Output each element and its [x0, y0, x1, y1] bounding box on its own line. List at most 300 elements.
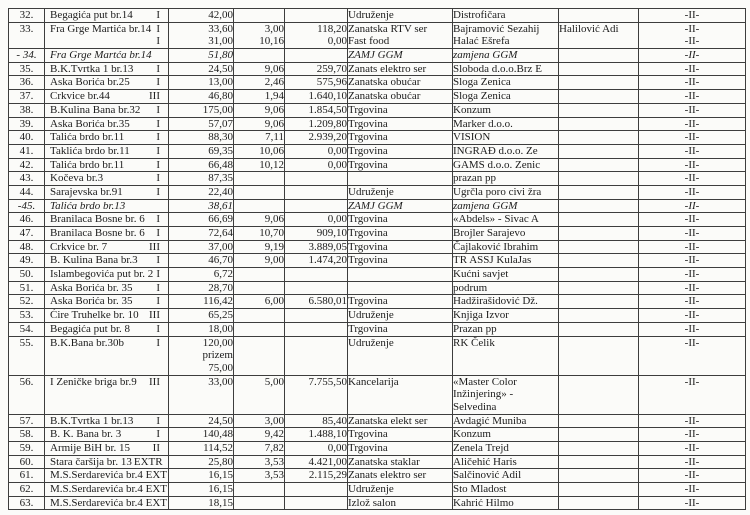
cell-line: Konzum — [453, 428, 491, 441]
address-text: Talića brdo br.11 — [50, 131, 125, 144]
cell-second-name — [559, 9, 639, 23]
cell-area — [169, 131, 234, 145]
cell-activity-type — [348, 144, 453, 158]
cell-line — [285, 337, 347, 350]
address-line — [45, 415, 168, 428]
zone-label: I — [156, 9, 160, 21]
address-line — [45, 268, 168, 281]
zone-label: III — [149, 240, 160, 253]
cell-line — [559, 104, 638, 117]
cell-address — [45, 336, 169, 375]
cell-tenant-name — [453, 90, 559, 104]
zone-label: I — [156, 76, 160, 89]
cell-amount — [285, 254, 348, 268]
cell-line: 37,00 — [208, 240, 233, 253]
cell-rate — [234, 9, 285, 23]
cell-amount — [285, 281, 348, 295]
cell-entry-number — [9, 131, 45, 145]
cell-address — [45, 103, 169, 117]
zone-label: I — [156, 428, 160, 441]
cell-second-name — [559, 428, 639, 442]
cell-tenant-name — [453, 309, 559, 323]
cell-line — [559, 456, 638, 469]
address-text: B.K.Bana br.30b — [50, 336, 124, 349]
cell-ditto-note — [639, 428, 746, 442]
cell-activity-type — [348, 117, 453, 131]
cell-rate — [234, 199, 285, 213]
address-line — [45, 213, 168, 226]
cell-line — [559, 254, 638, 267]
cell-address — [45, 414, 169, 428]
cell-area — [169, 144, 234, 158]
cell-line: 88,30 — [208, 131, 233, 144]
address-text — [50, 35, 53, 48]
address-text: Aska Borića br. 35 — [50, 295, 133, 308]
cell-line: 575,96 — [316, 76, 347, 89]
table-row — [9, 483, 746, 497]
cell-entry-number — [9, 199, 45, 213]
cell-amount — [285, 322, 348, 336]
cell-second-name — [559, 309, 639, 323]
cell-line: Trgovina — [348, 295, 388, 308]
cell-line — [453, 362, 558, 375]
cell-area — [169, 322, 234, 336]
cell-line: 4.421,00 — [308, 455, 347, 468]
cell-ditto-note — [639, 9, 746, 23]
cell-amount — [285, 309, 348, 323]
cell-second-name — [559, 213, 639, 227]
cell-area — [169, 90, 234, 104]
cell-line — [234, 186, 284, 199]
cell-line: 9,19 — [264, 240, 284, 253]
cell-line: 51. — [19, 281, 34, 294]
cell-line — [234, 337, 284, 350]
cell-line: -II- — [684, 336, 700, 349]
address-line — [45, 282, 168, 295]
zone-label — [155, 349, 160, 362]
cell-address — [45, 49, 169, 63]
cell-line: Distrofičara — [453, 9, 506, 21]
cell-line: 46,80 — [208, 90, 233, 103]
cell-line: 7.755,50 — [308, 375, 347, 388]
cell-line: 65,25 — [208, 309, 233, 322]
cell-line: 5,00 — [264, 375, 284, 388]
cell-activity-type — [348, 268, 453, 282]
address-line — [45, 337, 168, 350]
cell-line: Zanatska obućar — [348, 90, 421, 103]
address-line — [45, 254, 168, 267]
cell-amount — [285, 414, 348, 428]
cell-line: 52. — [19, 295, 34, 308]
cell-amount — [285, 483, 348, 497]
cell-amount — [285, 117, 348, 131]
assessment-table — [8, 8, 746, 510]
cell-line: Kancelarija — [348, 375, 399, 388]
cell-line: Čajlaković Ibrahim — [453, 240, 539, 253]
cell-address — [45, 309, 169, 323]
table-row — [9, 442, 746, 456]
address-line — [45, 376, 168, 389]
cell-line — [559, 186, 638, 199]
cell-line — [559, 349, 638, 362]
cell-line — [234, 497, 284, 510]
cell-second-name — [559, 172, 639, 186]
cell-line: Zanats elektro ser — [348, 62, 427, 75]
cell-amount — [285, 172, 348, 186]
cell-line: 9,06 — [264, 62, 284, 75]
address-line — [45, 388, 168, 401]
cell-line — [559, 35, 638, 48]
table-row — [9, 131, 746, 145]
cell-line: INGRAĐ d.o.o. Ze — [453, 144, 538, 157]
cell-line: Trgovina — [348, 322, 388, 335]
cell-line: 40. — [19, 131, 34, 144]
cell-address — [45, 281, 169, 295]
cell-tenant-name — [453, 49, 559, 63]
cell-line: -II- — [684, 295, 700, 308]
cell-rate — [234, 131, 285, 145]
cell-area — [169, 295, 234, 309]
cell-activity-type — [348, 240, 453, 254]
cell-line: Ugrčla poro civi žra — [453, 185, 542, 198]
cell-line — [559, 268, 638, 281]
cell-address — [45, 442, 169, 456]
address-line — [45, 309, 168, 322]
cell-tenant-name — [453, 254, 559, 268]
cell-line — [285, 282, 347, 295]
zone-label: II — [152, 442, 160, 454]
cell-line: 1.209,80 — [308, 117, 347, 130]
cell-rate — [234, 428, 285, 442]
cell-line: Trgovina — [348, 117, 388, 130]
cell-line: Halilović Adi — [559, 22, 619, 35]
cell-line: 63. — [19, 496, 34, 509]
address-text: B. Kulina Bana br.3 — [50, 254, 138, 267]
address-text: B. K. Bana br. 3 — [50, 428, 122, 441]
cell-rate — [234, 281, 285, 295]
cell-line — [234, 268, 284, 281]
cell-line — [559, 295, 638, 308]
address-line — [45, 104, 168, 117]
cell-line — [234, 388, 284, 401]
table-row — [9, 199, 746, 213]
cell-line: -II- — [684, 414, 700, 427]
cell-tenant-name — [453, 9, 559, 23]
cell-area — [169, 199, 234, 213]
cell-line: 56. — [19, 375, 34, 388]
cell-rate — [234, 254, 285, 268]
cell-line: 3,00 — [264, 22, 284, 35]
cell-line: Aličehić Haris — [453, 455, 517, 468]
cell-amount — [285, 9, 348, 23]
cell-line — [348, 282, 452, 295]
address-text: M.S.Serdarevića br.4 EXT — [50, 469, 167, 482]
cell-line — [559, 200, 638, 213]
cell-line — [639, 401, 745, 414]
address-text: Stara čaršija br. 13 — [50, 455, 132, 468]
cell-line: 69,35 — [208, 144, 233, 157]
address-line — [45, 362, 168, 375]
cell-line: 1,94 — [264, 90, 284, 103]
cell-line: 57. — [19, 414, 34, 427]
cell-second-name — [559, 199, 639, 213]
cell-ditto-note — [639, 281, 746, 295]
zone-label: I — [156, 62, 160, 75]
cell-amount — [285, 90, 348, 104]
cell-address — [45, 185, 169, 199]
address-text: Fra Grge Martća br.14 — [50, 49, 152, 62]
table-row — [9, 62, 746, 76]
cell-tenant-name — [453, 172, 559, 186]
cell-line: Trgovina — [348, 254, 388, 267]
table-row — [9, 428, 746, 442]
cell-address — [45, 455, 169, 469]
cell-line: 6,72 — [213, 268, 233, 281]
cell-second-name — [559, 322, 639, 336]
cell-second-name — [559, 295, 639, 309]
cell-second-name — [559, 254, 639, 268]
cell-line: -II- — [684, 213, 700, 226]
table-row — [9, 254, 746, 268]
address-text: Armije BiH br. 15 — [50, 442, 131, 454]
cell-address — [45, 240, 169, 254]
cell-line: Halać Ešrefa — [453, 35, 510, 48]
cell-second-name — [559, 185, 639, 199]
cell-entry-number — [9, 103, 45, 117]
cell-address — [45, 227, 169, 241]
cell-address — [45, 375, 169, 414]
cell-area — [169, 469, 234, 483]
cell-entry-number — [9, 22, 45, 48]
cell-line: 3,53 — [264, 455, 284, 468]
cell-tenant-name — [453, 103, 559, 117]
zone-label: III — [149, 309, 160, 322]
cell-line — [559, 145, 638, 158]
cell-line: 66,69 — [208, 213, 233, 226]
cell-tenant-name — [453, 268, 559, 282]
cell-line: 51,80 — [208, 49, 233, 62]
cell-activity-type — [348, 483, 453, 497]
cell-area — [169, 483, 234, 497]
cell-line — [169, 388, 233, 401]
cell-ditto-note — [639, 144, 746, 158]
cell-entry-number — [9, 62, 45, 76]
cell-line: Trgovina — [348, 158, 388, 171]
cell-line — [639, 349, 745, 362]
cell-line — [559, 49, 638, 62]
cell-line: GAMS d.o.o. Zenic — [453, 158, 541, 171]
table-row — [9, 322, 746, 336]
cell-line — [559, 401, 638, 414]
address-line — [45, 49, 168, 62]
cell-second-name — [559, 49, 639, 63]
table-row — [9, 158, 746, 172]
cell-line: 44. — [19, 185, 34, 198]
cell-ditto-note — [639, 496, 746, 510]
cell-rate — [234, 144, 285, 158]
cell-amount — [285, 144, 348, 158]
cell-line: -II- — [684, 455, 700, 468]
cell-area — [169, 227, 234, 241]
cell-entry-number — [9, 268, 45, 282]
cell-line — [234, 282, 284, 295]
zone-label: I — [156, 295, 160, 308]
cell-amount — [285, 428, 348, 442]
cell-area — [169, 49, 234, 63]
cell-line: 16,15 — [208, 469, 233, 482]
address-text — [50, 401, 53, 414]
cell-line: -II- — [684, 309, 700, 322]
table-row — [9, 455, 746, 469]
cell-rate — [234, 62, 285, 76]
cell-line: Trgovina — [348, 227, 388, 239]
cell-area — [169, 455, 234, 469]
cell-tenant-name — [453, 213, 559, 227]
cell-line: Trgovina — [348, 213, 388, 226]
address-text: Talića brdo br.13 — [50, 199, 126, 212]
cell-line — [559, 118, 638, 131]
cell-rate — [234, 469, 285, 483]
cell-line: 55. — [19, 336, 34, 349]
cell-entry-number — [9, 90, 45, 104]
cell-line: -II- — [684, 240, 700, 253]
cell-rate — [234, 375, 285, 414]
cell-line — [559, 63, 638, 76]
zone-label: I — [156, 227, 160, 239]
cell-line: 175,00 — [202, 103, 233, 116]
cell-line: 9,00 — [264, 254, 284, 267]
address-text: Branilaca Bosne br. 6 — [50, 227, 145, 239]
cell-line — [348, 172, 452, 185]
address-line — [45, 497, 168, 510]
cell-tenant-name — [453, 322, 559, 336]
cell-line — [559, 442, 638, 455]
cell-entry-number — [9, 309, 45, 323]
address-line — [45, 241, 168, 254]
cell-area — [169, 375, 234, 414]
cell-address — [45, 199, 169, 213]
cell-tenant-name — [453, 240, 559, 254]
zone-label: I — [156, 131, 160, 144]
cell-entry-number — [9, 336, 45, 375]
cell-line: Udruženje — [348, 336, 394, 349]
cell-line: 909,10 — [316, 227, 347, 239]
cell-line: Sloga Zenica — [453, 90, 511, 103]
cell-second-name — [559, 90, 639, 104]
cell-line: 46,70 — [208, 254, 233, 267]
cell-address — [45, 22, 169, 48]
cell-rate — [234, 227, 285, 241]
cell-line: Izlož salon — [348, 496, 396, 509]
cell-line: Inžinjering» - — [453, 388, 514, 401]
cell-area — [169, 172, 234, 186]
cell-entry-number — [9, 455, 45, 469]
cell-line: 1.474,20 — [308, 254, 347, 267]
cell-line: Zanatska obućar — [348, 76, 421, 89]
cell-line: zamjena GGM — [453, 49, 518, 62]
cell-line: 38,61 — [208, 199, 233, 212]
zone-label: EXTR — [133, 455, 163, 468]
cell-line — [559, 376, 638, 389]
cell-address — [45, 62, 169, 76]
cell-line — [285, 483, 347, 496]
cell-second-name — [559, 76, 639, 90]
cell-line — [639, 388, 745, 401]
table-row — [9, 49, 746, 63]
cell-line — [234, 362, 284, 375]
cell-line: 42. — [19, 158, 34, 171]
cell-tenant-name — [453, 455, 559, 469]
cell-line — [559, 483, 638, 496]
cell-activity-type — [348, 9, 453, 23]
zone-label: I — [156, 185, 160, 198]
cell-line — [348, 349, 452, 362]
cell-address — [45, 9, 169, 23]
cell-tenant-name — [453, 428, 559, 442]
cell-line: -II- — [684, 144, 700, 157]
cell-line: 6.580,01 — [308, 295, 347, 308]
cell-line: 10,16 — [259, 35, 284, 48]
cell-amount — [285, 199, 348, 213]
cell-line: 24,50 — [208, 62, 233, 75]
cell-area — [169, 496, 234, 510]
zone-label: III — [149, 375, 160, 388]
cell-line: -II- — [684, 158, 700, 171]
cell-line — [559, 362, 638, 375]
cell-activity-type — [348, 496, 453, 510]
cell-ditto-note — [639, 336, 746, 375]
cell-line: ZAMJ GGM — [348, 199, 403, 212]
cell-area — [169, 62, 234, 76]
cell-ditto-note — [639, 62, 746, 76]
cell-ditto-note — [639, 240, 746, 254]
cell-line: VISION — [453, 131, 491, 144]
cell-line: 50. — [19, 268, 34, 281]
cell-line — [559, 469, 638, 482]
cell-line: 9,06 — [264, 103, 284, 116]
cell-line: 2.939,20 — [308, 131, 347, 144]
cell-line — [559, 497, 638, 510]
cell-tenant-name — [453, 131, 559, 145]
address-line — [45, 401, 168, 414]
cell-line: -II- — [684, 496, 700, 509]
cell-line: 41. — [19, 144, 34, 157]
cell-line: 7,82 — [264, 442, 284, 454]
cell-line: 1.488,10 — [308, 428, 347, 441]
cell-line — [559, 213, 638, 226]
cell-tenant-name — [453, 76, 559, 90]
cell-activity-type — [348, 49, 453, 63]
cell-amount — [285, 240, 348, 254]
cell-line: Sto Mladost — [453, 483, 507, 496]
cell-line: zamjena GGM — [453, 199, 518, 212]
cell-line: 72,64 — [208, 227, 233, 239]
zone-label: III — [149, 90, 160, 103]
cell-ditto-note — [639, 76, 746, 90]
cell-rate — [234, 49, 285, 63]
cell-area — [169, 309, 234, 323]
cell-rate — [234, 76, 285, 90]
cell-rate — [234, 442, 285, 456]
cell-activity-type — [348, 103, 453, 117]
cell-line — [559, 159, 638, 172]
cell-activity-type — [348, 375, 453, 414]
address-text: B.K.Tvrtka 1 br.13 — [50, 414, 134, 427]
cell-address — [45, 76, 169, 90]
cell-tenant-name — [453, 185, 559, 199]
cell-ditto-note — [639, 268, 746, 282]
cell-ditto-note — [639, 199, 746, 213]
